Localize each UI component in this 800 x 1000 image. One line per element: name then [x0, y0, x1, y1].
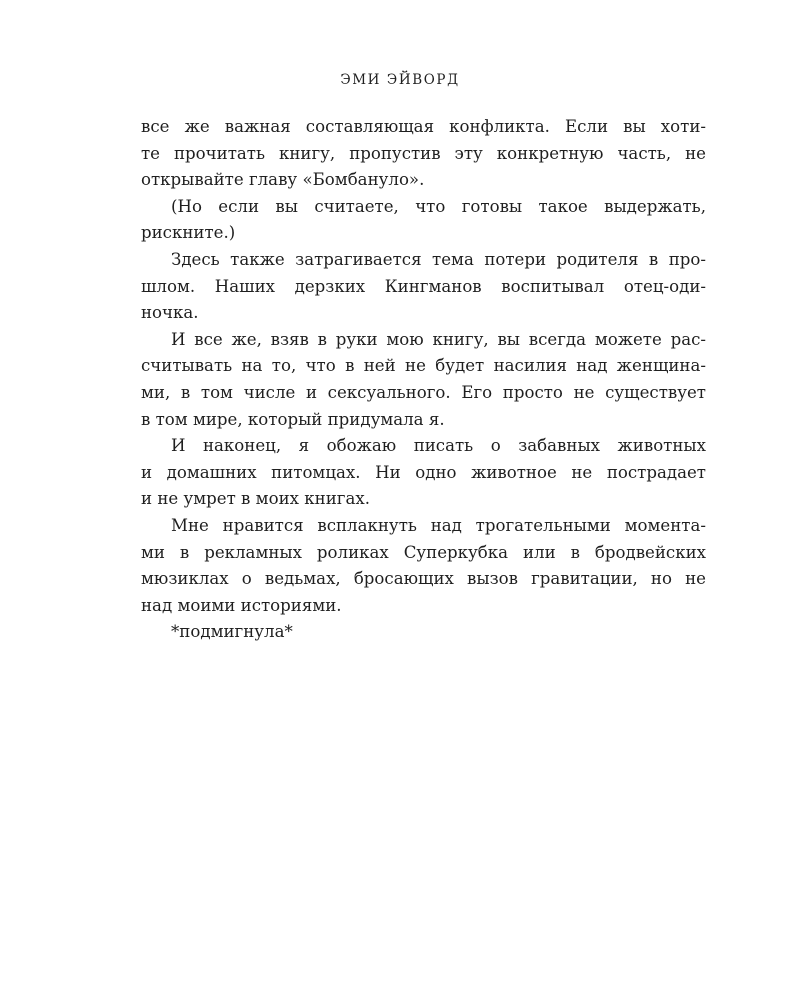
text-line: шлом. Наших дерзких Кингманов воспитывал отец-оди-	[141, 276, 706, 296]
text-line: И наконец, я обожаю писать о забавных животных	[171, 436, 706, 456]
text-line: Здесь также затрагивается тема потери родителя в про-	[171, 249, 706, 269]
text-line: ми, в том числе и сексуального. Его просто не существует	[141, 382, 706, 402]
text-line: Мне нравится всплакнуть над трогательными момента-	[171, 515, 706, 535]
text-line: и домашних питомцах. Ни одно животное не пострадает	[141, 462, 706, 482]
text-line: рискните.)	[141, 223, 236, 243]
text-line: ми в рекламных роликах Суперкубка или в бродвейских	[141, 542, 706, 562]
text-line: мюзиклах о ведьмах, бросающих вызов гравитации, но не	[141, 569, 706, 589]
text-line: И все же, взяв в руки мою книгу, вы всегда можете рас-	[171, 329, 706, 349]
text-line: *подмигнула*	[171, 622, 293, 642]
body-text	[141, 114, 706, 646]
text-line: открывайте главу «Бомбануло».	[141, 170, 425, 190]
text-line: ночка.	[141, 303, 199, 323]
running-header-author: ЭМИ ЭЙВОРД	[340, 72, 460, 88]
text-line: в том мире, который придумала я.	[141, 409, 445, 429]
text-line: (Но если вы считаете, что готовы такое выдержать,	[171, 196, 706, 216]
text-line: все же важная составляющая конфликта. Если вы хоти-	[141, 117, 706, 136]
text-line: над моими историями.	[141, 595, 342, 615]
text-line: считывать на то, что в ней не будет насилия над женщина-	[141, 356, 706, 376]
text-line: и не умрет в моих книгах.	[141, 489, 370, 509]
text-line: те прочитать книгу, пропустив эту конкретную часть, не	[141, 143, 706, 163]
